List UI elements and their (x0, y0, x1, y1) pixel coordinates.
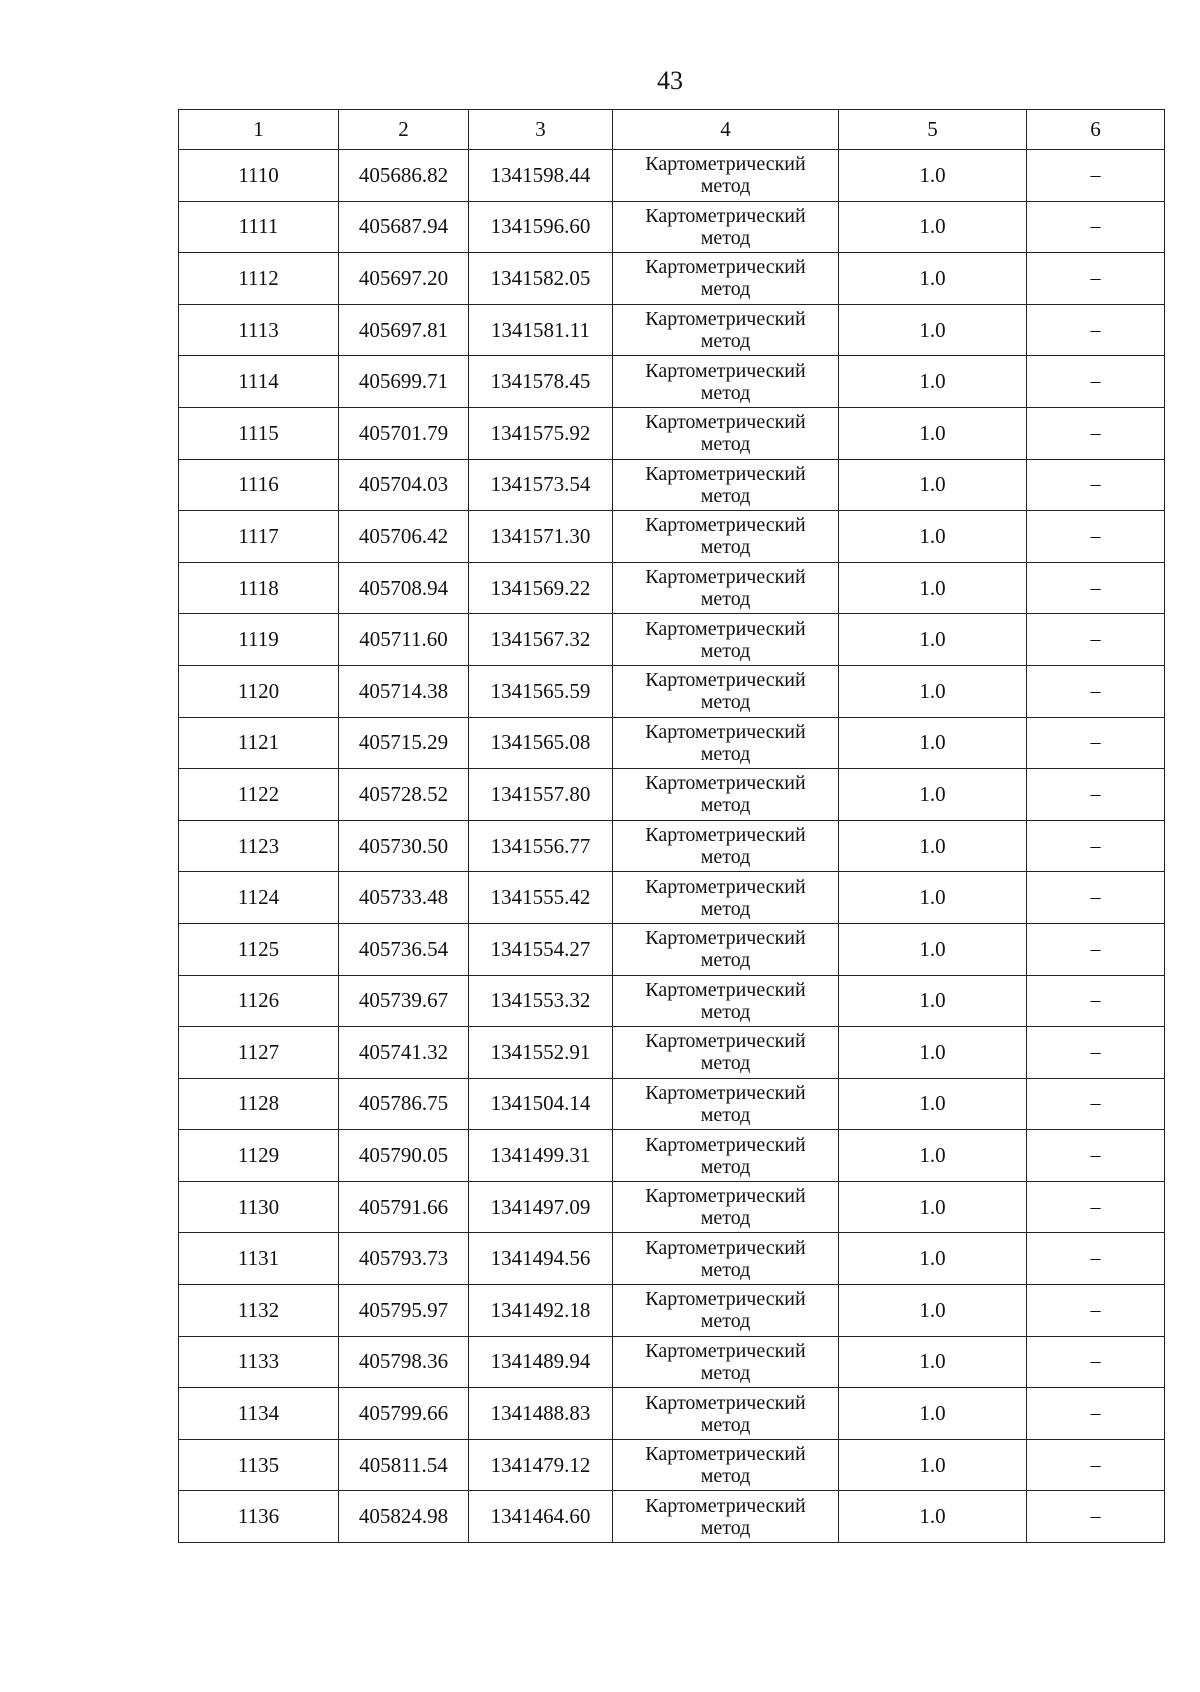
accuracy-cell: 1.0 (839, 1130, 1027, 1182)
point-number-cell: 1121 (179, 717, 339, 769)
point-number-cell: 1127 (179, 1027, 339, 1079)
y-coordinate-cell: 1341479.12 (469, 1439, 613, 1491)
method-cell (613, 1078, 839, 1130)
y-coordinate-cell: 1341464.60 (469, 1491, 613, 1543)
method-line-1: Картометрический (645, 462, 806, 485)
note-cell: – (1027, 1491, 1165, 1543)
table-row (179, 356, 1165, 408)
method-line-2: метод (700, 1155, 751, 1178)
method-line-1: Картометрический (645, 1443, 806, 1466)
table-row (179, 459, 1165, 511)
x-coordinate-cell: 405697.81 (339, 304, 469, 356)
method-cell (613, 717, 839, 769)
column-header-1: 1 (179, 110, 339, 150)
accuracy-cell: 1.0 (839, 975, 1027, 1027)
accuracy-cell: 1.0 (839, 150, 1027, 202)
x-coordinate-cell: 405697.20 (339, 253, 469, 305)
note-cell: – (1027, 459, 1165, 511)
accuracy-cell: 1.0 (839, 201, 1027, 253)
note-cell: – (1027, 872, 1165, 924)
point-number-cell: 1117 (179, 511, 339, 563)
column-header-3: 3 (469, 110, 613, 150)
point-number-cell: 1126 (179, 975, 339, 1027)
note-cell: – (1027, 820, 1165, 872)
point-number-cell: 1111 (179, 201, 339, 253)
point-number-cell: 1113 (179, 304, 339, 356)
note-cell: – (1027, 562, 1165, 614)
note-cell: – (1027, 1388, 1165, 1440)
method-line-1: Картометрический (645, 204, 806, 227)
accuracy-cell: 1.0 (839, 459, 1027, 511)
y-coordinate-cell: 1341555.42 (469, 872, 613, 924)
x-coordinate-cell: 405704.03 (339, 459, 469, 511)
method-line-2: метод (700, 897, 751, 920)
method-line-1: Картометрический (645, 1081, 806, 1104)
y-coordinate-cell: 1341552.91 (469, 1027, 613, 1079)
method-cell (613, 820, 839, 872)
y-coordinate-cell: 1341553.32 (469, 975, 613, 1027)
method-line-2: метод (700, 1465, 751, 1488)
method-line-1: Картометрический (645, 1236, 806, 1259)
note-cell: – (1027, 1181, 1165, 1233)
method-line-2: метод (700, 381, 751, 404)
point-number-cell: 1114 (179, 356, 339, 408)
method-line-1: Картометрический (645, 308, 806, 331)
accuracy-cell: 1.0 (839, 1078, 1027, 1130)
column-header-5: 5 (839, 110, 1027, 150)
accuracy-cell: 1.0 (839, 562, 1027, 614)
note-cell: – (1027, 511, 1165, 563)
method-cell (613, 356, 839, 408)
y-coordinate-cell: 1341492.18 (469, 1285, 613, 1337)
x-coordinate-cell: 405687.94 (339, 201, 469, 253)
method-line-2: метод (700, 691, 751, 714)
method-line-1: Картометрический (645, 1185, 806, 1208)
table-row (179, 1233, 1165, 1285)
y-coordinate-cell: 1341565.59 (469, 665, 613, 717)
note-cell: – (1027, 769, 1165, 821)
x-coordinate-cell: 405790.05 (339, 1130, 469, 1182)
method-line-1: Картометрический (645, 927, 806, 950)
table-row (179, 1388, 1165, 1440)
method-cell (613, 1130, 839, 1182)
table-row (179, 717, 1165, 769)
accuracy-cell: 1.0 (839, 769, 1027, 821)
x-coordinate-cell: 405686.82 (339, 150, 469, 202)
method-cell (613, 665, 839, 717)
x-coordinate-cell: 405736.54 (339, 923, 469, 975)
accuracy-cell: 1.0 (839, 1491, 1027, 1543)
method-cell (613, 614, 839, 666)
method-line-2: метод (700, 1516, 751, 1539)
method-cell (613, 1285, 839, 1337)
table-row (179, 201, 1165, 253)
method-line-1: Картометрический (645, 978, 806, 1001)
y-coordinate-cell: 1341582.05 (469, 253, 613, 305)
accuracy-cell: 1.0 (839, 304, 1027, 356)
x-coordinate-cell: 405706.42 (339, 511, 469, 563)
method-cell (613, 407, 839, 459)
point-number-cell: 1132 (179, 1285, 339, 1337)
method-line-1: Картометрический (645, 772, 806, 795)
table-row (179, 614, 1165, 666)
y-coordinate-cell: 1341494.56 (469, 1233, 613, 1285)
method-cell (613, 1027, 839, 1079)
method-line-1: Картометрический (645, 1339, 806, 1362)
method-line-1: Картометрический (645, 875, 806, 898)
method-line-2: метод (700, 846, 751, 869)
y-coordinate-cell: 1341581.11 (469, 304, 613, 356)
accuracy-cell: 1.0 (839, 665, 1027, 717)
note-cell: – (1027, 1439, 1165, 1491)
point-number-cell: 1128 (179, 1078, 339, 1130)
method-cell (613, 304, 839, 356)
table-row (179, 769, 1165, 821)
x-coordinate-cell: 405708.94 (339, 562, 469, 614)
method-cell (613, 769, 839, 821)
accuracy-cell: 1.0 (839, 407, 1027, 459)
x-coordinate-cell: 405741.32 (339, 1027, 469, 1079)
method-line-1: Картометрический (645, 617, 806, 640)
note-cell: – (1027, 150, 1165, 202)
method-line-1: Картометрический (645, 1494, 806, 1517)
y-coordinate-cell: 1341489.94 (469, 1336, 613, 1388)
y-coordinate-cell: 1341556.77 (469, 820, 613, 872)
point-number-cell: 1110 (179, 150, 339, 202)
method-cell (613, 1181, 839, 1233)
accuracy-cell: 1.0 (839, 356, 1027, 408)
point-number-cell: 1119 (179, 614, 339, 666)
x-coordinate-cell: 405714.38 (339, 665, 469, 717)
y-coordinate-cell: 1341569.22 (469, 562, 613, 614)
method-line-2: метод (700, 588, 751, 611)
accuracy-cell: 1.0 (839, 1285, 1027, 1337)
note-cell: – (1027, 1336, 1165, 1388)
table-row (179, 820, 1165, 872)
method-cell (613, 923, 839, 975)
method-cell (613, 562, 839, 614)
method-cell (613, 459, 839, 511)
x-coordinate-cell: 405824.98 (339, 1491, 469, 1543)
x-coordinate-cell: 405798.36 (339, 1336, 469, 1388)
table-row (179, 562, 1165, 614)
note-cell: – (1027, 1027, 1165, 1079)
note-cell: – (1027, 1233, 1165, 1285)
method-line-2: метод (700, 742, 751, 765)
method-cell (613, 1233, 839, 1285)
method-cell (613, 1336, 839, 1388)
accuracy-cell: 1.0 (839, 923, 1027, 975)
accuracy-cell: 1.0 (839, 511, 1027, 563)
method-cell (613, 975, 839, 1027)
table-row (179, 1027, 1165, 1079)
method-line-2: метод (700, 1361, 751, 1384)
table-row (179, 872, 1165, 924)
y-coordinate-cell: 1341499.31 (469, 1130, 613, 1182)
note-cell: – (1027, 665, 1165, 717)
accuracy-cell: 1.0 (839, 1027, 1027, 1079)
method-line-2: метод (700, 536, 751, 559)
method-cell (613, 1491, 839, 1543)
method-line-2: метод (700, 949, 751, 972)
point-number-cell: 1123 (179, 820, 339, 872)
method-line-1: Картометрический (645, 411, 806, 434)
point-number-cell: 1130 (179, 1181, 339, 1233)
method-cell (613, 872, 839, 924)
y-coordinate-cell: 1341575.92 (469, 407, 613, 459)
point-number-cell: 1122 (179, 769, 339, 821)
method-cell (613, 511, 839, 563)
method-cell (613, 201, 839, 253)
method-line-2: метод (700, 278, 751, 301)
accuracy-cell: 1.0 (839, 1336, 1027, 1388)
method-line-2: метод (700, 1052, 751, 1075)
point-number-cell: 1131 (179, 1233, 339, 1285)
point-number-cell: 1116 (179, 459, 339, 511)
table-body (179, 150, 1165, 1543)
x-coordinate-cell: 405791.66 (339, 1181, 469, 1233)
x-coordinate-cell: 405793.73 (339, 1233, 469, 1285)
method-line-1: Картометрический (645, 669, 806, 692)
y-coordinate-cell: 1341571.30 (469, 511, 613, 563)
x-coordinate-cell: 405699.71 (339, 356, 469, 408)
note-cell: – (1027, 201, 1165, 253)
note-cell: – (1027, 1078, 1165, 1130)
note-cell: – (1027, 304, 1165, 356)
column-header-2: 2 (339, 110, 469, 150)
x-coordinate-cell: 405715.29 (339, 717, 469, 769)
method-line-2: метод (700, 433, 751, 456)
method-line-2: метод (700, 1413, 751, 1436)
accuracy-cell: 1.0 (839, 253, 1027, 305)
accuracy-cell: 1.0 (839, 820, 1027, 872)
coordinates-table (178, 109, 1165, 1543)
note-cell: – (1027, 1130, 1165, 1182)
method-cell (613, 253, 839, 305)
x-coordinate-cell: 405786.75 (339, 1078, 469, 1130)
point-number-cell: 1135 (179, 1439, 339, 1491)
y-coordinate-cell: 1341567.32 (469, 614, 613, 666)
y-coordinate-cell: 1341557.80 (469, 769, 613, 821)
point-number-cell: 1120 (179, 665, 339, 717)
table-row (179, 975, 1165, 1027)
method-line-2: метод (700, 175, 751, 198)
accuracy-cell: 1.0 (839, 1233, 1027, 1285)
accuracy-cell: 1.0 (839, 1439, 1027, 1491)
point-number-cell: 1112 (179, 253, 339, 305)
table-row (179, 1130, 1165, 1182)
method-line-2: метод (700, 226, 751, 249)
method-line-1: Картометрический (645, 1030, 806, 1053)
y-coordinate-cell: 1341573.54 (469, 459, 613, 511)
x-coordinate-cell: 405730.50 (339, 820, 469, 872)
table-row (179, 150, 1165, 202)
method-line-2: метод (700, 330, 751, 353)
table-row (179, 923, 1165, 975)
method-line-1: Картометрический (645, 256, 806, 279)
point-number-cell: 1129 (179, 1130, 339, 1182)
y-coordinate-cell: 1341565.08 (469, 717, 613, 769)
y-coordinate-cell: 1341497.09 (469, 1181, 613, 1233)
note-cell: – (1027, 975, 1165, 1027)
method-line-2: метод (700, 484, 751, 507)
note-cell: – (1027, 407, 1165, 459)
point-number-cell: 1118 (179, 562, 339, 614)
accuracy-cell: 1.0 (839, 717, 1027, 769)
method-line-2: метод (700, 794, 751, 817)
point-number-cell: 1133 (179, 1336, 339, 1388)
table-row (179, 1285, 1165, 1337)
note-cell: – (1027, 356, 1165, 408)
table-row (179, 511, 1165, 563)
y-coordinate-cell: 1341596.60 (469, 201, 613, 253)
page-number: 43 (657, 66, 683, 95)
note-cell: – (1027, 253, 1165, 305)
point-number-cell: 1124 (179, 872, 339, 924)
table-row (179, 1181, 1165, 1233)
table-row (179, 1336, 1165, 1388)
y-coordinate-cell: 1341504.14 (469, 1078, 613, 1130)
y-coordinate-cell: 1341598.44 (469, 150, 613, 202)
accuracy-cell: 1.0 (839, 872, 1027, 924)
note-cell: – (1027, 614, 1165, 666)
x-coordinate-cell: 405739.67 (339, 975, 469, 1027)
table-row (179, 304, 1165, 356)
method-line-1: Картометрический (645, 1133, 806, 1156)
y-coordinate-cell: 1341578.45 (469, 356, 613, 408)
method-line-2: метод (700, 1207, 751, 1230)
y-coordinate-cell: 1341554.27 (469, 923, 613, 975)
method-line-1: Картометрический (645, 1391, 806, 1414)
method-line-1: Картометрический (645, 514, 806, 537)
accuracy-cell: 1.0 (839, 1388, 1027, 1440)
note-cell: – (1027, 923, 1165, 975)
method-line-2: метод (700, 1103, 751, 1126)
method-line-1: Картометрический (645, 359, 806, 382)
method-cell (613, 1388, 839, 1440)
method-line-2: метод (700, 639, 751, 662)
table-row (179, 1439, 1165, 1491)
method-line-1: Картометрический (645, 824, 806, 847)
x-coordinate-cell: 405728.52 (339, 769, 469, 821)
x-coordinate-cell: 405711.60 (339, 614, 469, 666)
method-cell (613, 150, 839, 202)
point-number-cell: 1115 (179, 407, 339, 459)
table-row (179, 407, 1165, 459)
table-row (179, 1078, 1165, 1130)
note-cell: – (1027, 1285, 1165, 1337)
point-number-cell: 1134 (179, 1388, 339, 1440)
method-line-2: метод (700, 1310, 751, 1333)
column-header-4: 4 (613, 110, 839, 150)
column-header-6: 6 (1027, 110, 1165, 150)
accuracy-cell: 1.0 (839, 1181, 1027, 1233)
method-cell (613, 1439, 839, 1491)
x-coordinate-cell: 405799.66 (339, 1388, 469, 1440)
method-line-1: Картометрический (645, 566, 806, 589)
method-line-1: Картометрический (645, 1288, 806, 1311)
method-line-1: Картометрический (645, 720, 806, 743)
y-coordinate-cell: 1341488.83 (469, 1388, 613, 1440)
note-cell: – (1027, 717, 1165, 769)
method-line-1: Картометрический (645, 153, 806, 176)
table-row (179, 253, 1165, 305)
accuracy-cell: 1.0 (839, 614, 1027, 666)
x-coordinate-cell: 405811.54 (339, 1439, 469, 1491)
x-coordinate-cell: 405701.79 (339, 407, 469, 459)
point-number-cell: 1125 (179, 923, 339, 975)
x-coordinate-cell: 405795.97 (339, 1285, 469, 1337)
method-line-2: метод (700, 1000, 751, 1023)
table-row (179, 665, 1165, 717)
table-row (179, 1491, 1165, 1543)
table-header-row (179, 110, 1165, 150)
method-line-2: метод (700, 1258, 751, 1281)
point-number-cell: 1136 (179, 1491, 339, 1543)
x-coordinate-cell: 405733.48 (339, 872, 469, 924)
